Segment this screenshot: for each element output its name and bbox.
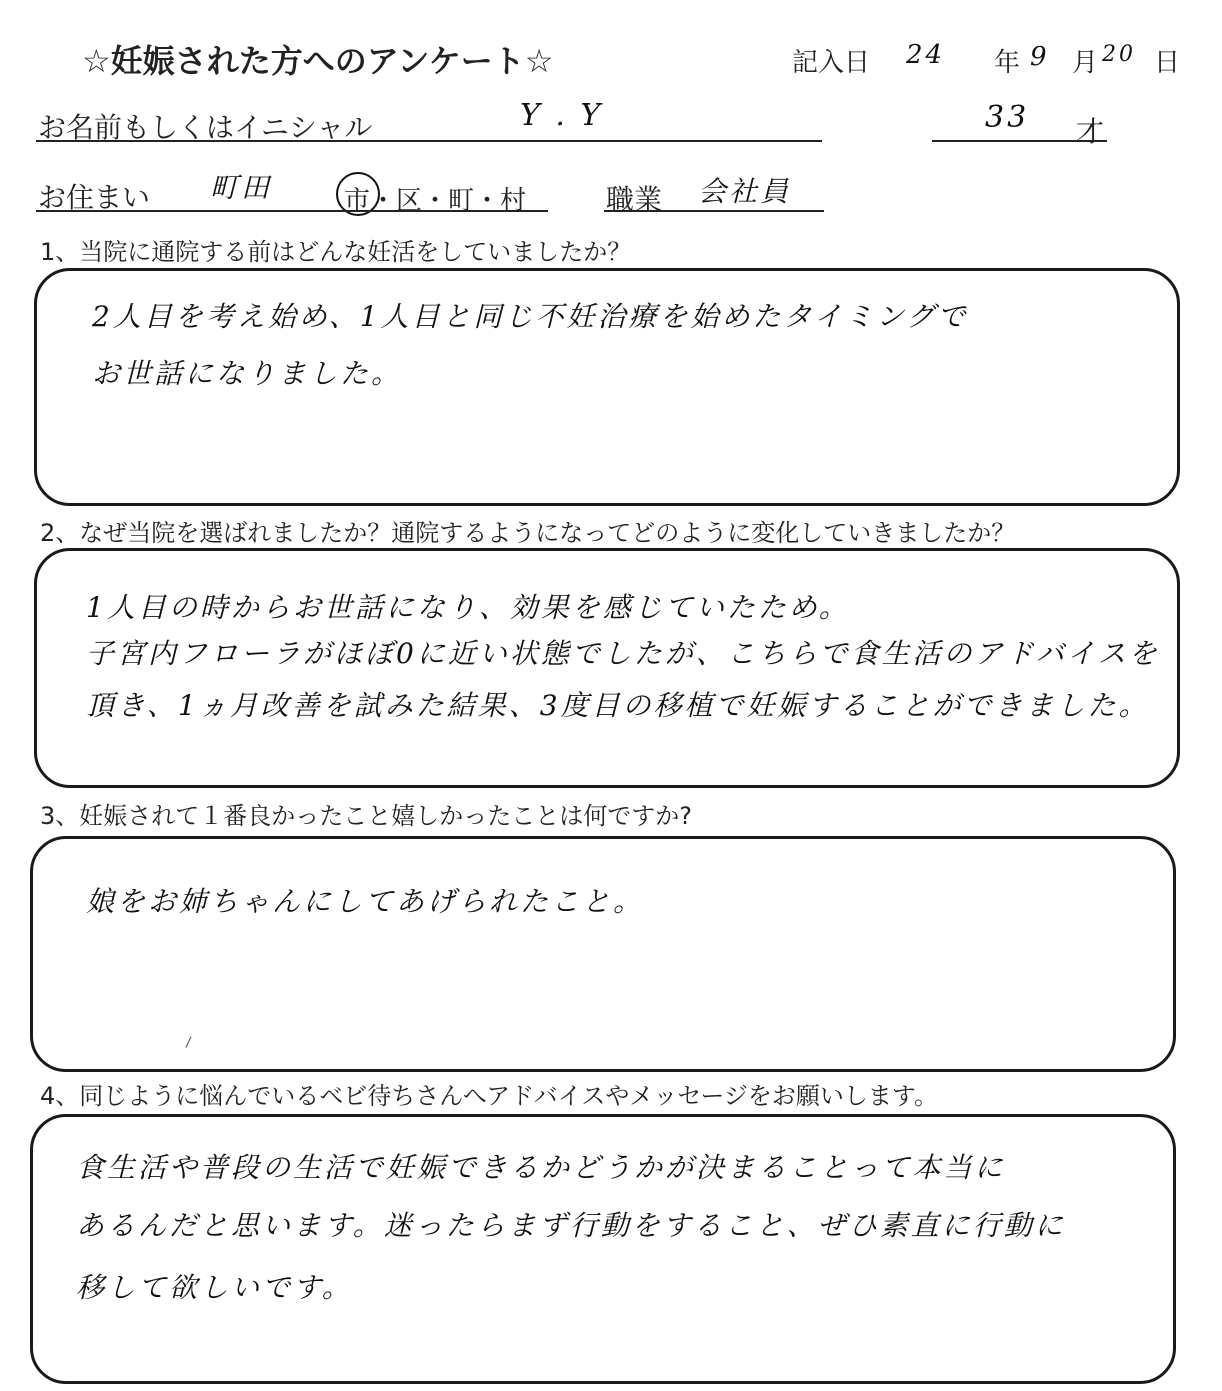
question-1-answer-line: お世話になりました。 bbox=[92, 357, 403, 390]
name-label: お名前もしくはイニシャル bbox=[38, 111, 373, 144]
question-2-answer-line: 子宮内フローラがほぼ0に近い状態でしたが、こちらで食生活のアドバイスを bbox=[86, 637, 1160, 670]
question-2-prompt: 2、なぜ当院を選ばれましたか？通院するようになってどのように変化していきましたか？ bbox=[40, 519, 1016, 547]
date-year: 24 bbox=[906, 40, 946, 70]
age-value: 33 bbox=[985, 100, 1030, 135]
residence-label: お住まい bbox=[38, 181, 151, 214]
form-title: ☆妊娠された方へのアンケート☆ bbox=[82, 42, 554, 80]
date-day-unit: 日 bbox=[1154, 48, 1181, 78]
question-3-prompt: 3、妊娠されて１番良かったこと嬉しかったことは何ですか? bbox=[40, 802, 693, 830]
date-month: 9 bbox=[1030, 42, 1050, 72]
residence-options: 市・区・町・村 bbox=[344, 186, 527, 216]
question-4-answer-line: あるんだと思います。迷ったらまず行動をすること、ぜひ素直に行動に bbox=[76, 1209, 1066, 1242]
occupation-underline bbox=[604, 210, 824, 212]
name-underline bbox=[36, 140, 822, 142]
date-year-unit: 年 bbox=[994, 48, 1021, 78]
date-label: 記入日 bbox=[792, 48, 871, 78]
question-1-prompt: 1、当院に通院する前はどんな妊活をしていましたか？ bbox=[40, 238, 632, 266]
occupation-value: 会社員 bbox=[698, 175, 792, 208]
age-underline bbox=[932, 140, 1107, 142]
question-3-answer-line: 娘をお姉ちゃんにしてあげられたこと。 bbox=[86, 885, 645, 918]
date-day: 20 bbox=[1102, 42, 1136, 67]
question-2-answer-line: 頂き、1ヵ月改善を試みた結果、3度目の移植で妊娠することができました。 bbox=[86, 689, 1150, 722]
question-2-answer-line: 1人目の時からお世話になり、効果を感じていたため。 bbox=[86, 591, 850, 624]
question-4-prompt: 4、同じように悩んでいるベビ待ちさんへアドバイスやメッセージをお願いします。 bbox=[40, 1082, 938, 1110]
date-month-unit: 月 bbox=[1072, 48, 1099, 78]
question-4-answer-line: 食生活や普段の生活で妊娠できるかどうかが決まることって本当に bbox=[76, 1151, 1006, 1184]
question-1-answer-line: 2人目を考え始め、1人目と同じ不妊治療を始めたタイミングで bbox=[92, 300, 969, 333]
name-value: Y . Y bbox=[520, 98, 604, 133]
residence-value: 町田 bbox=[210, 171, 273, 204]
question-4-answer-line: 移して欲しいです。 bbox=[76, 1271, 353, 1304]
question-3-answer-box bbox=[30, 836, 1176, 1072]
residence-underline bbox=[36, 210, 548, 212]
occupation-label: 職業 bbox=[606, 183, 663, 216]
age-unit: 才 bbox=[1076, 115, 1105, 148]
